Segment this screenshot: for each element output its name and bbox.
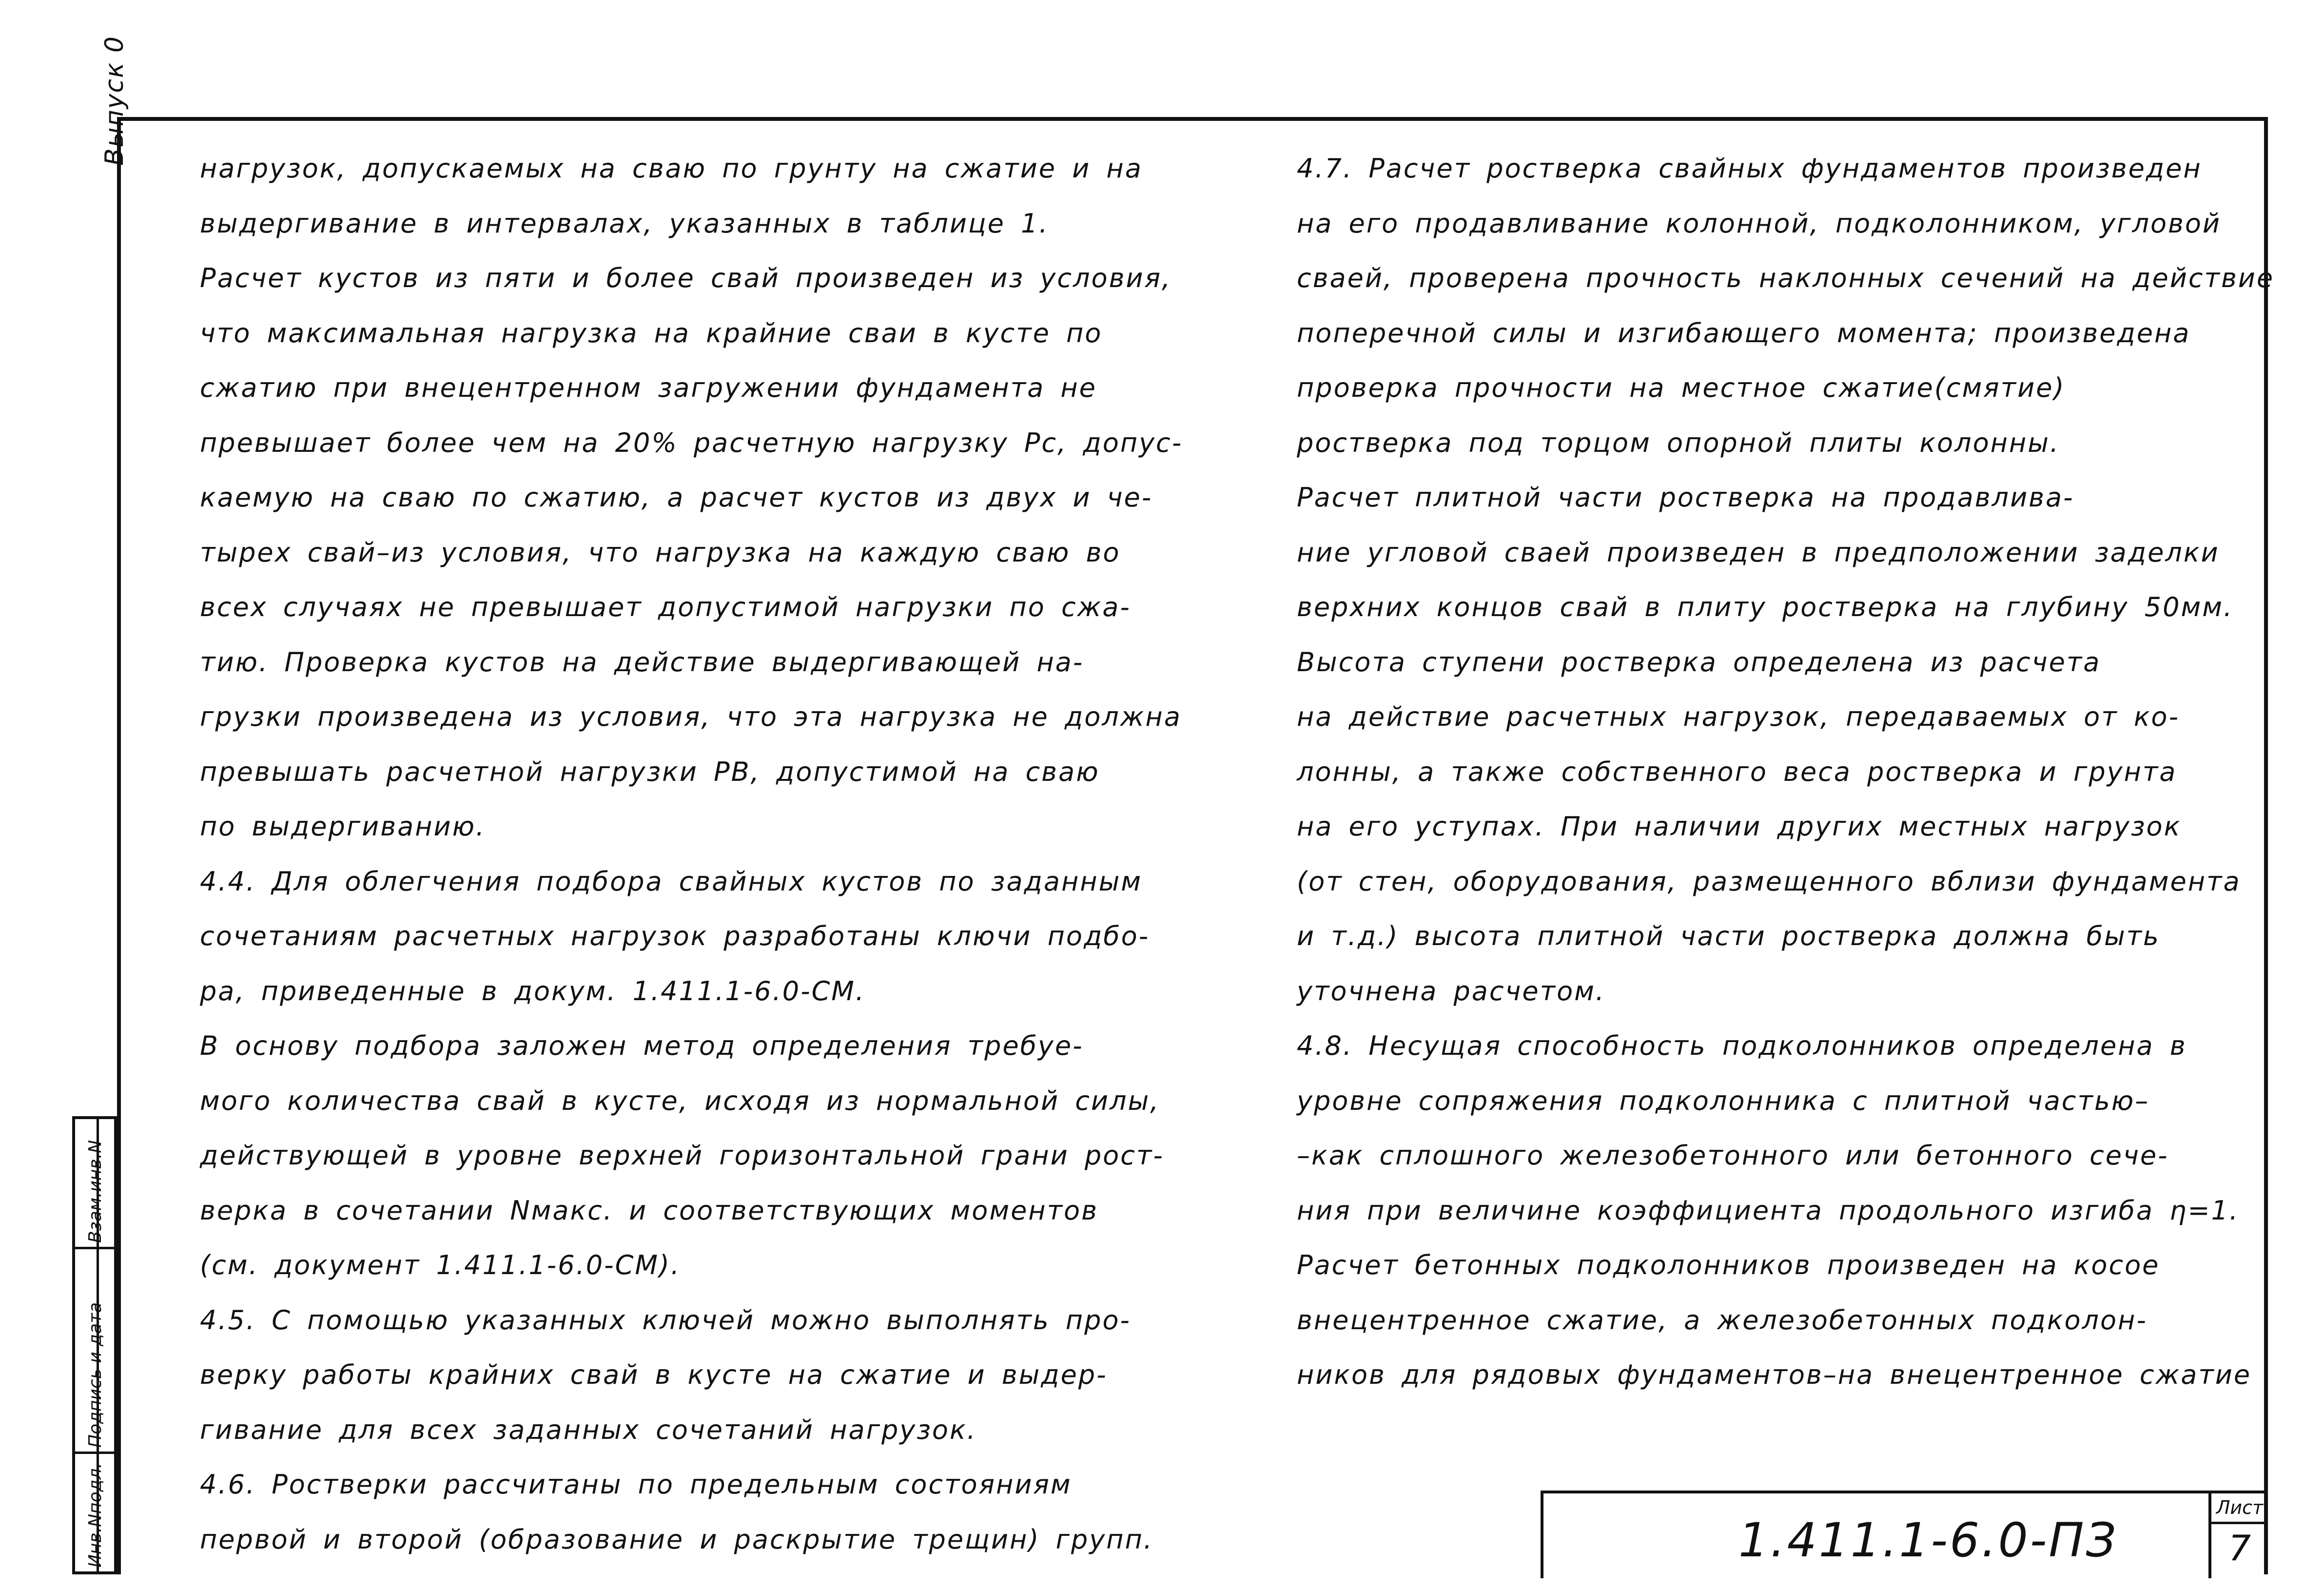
series-label: Выпуск 0 [100, 35, 129, 166]
text-line: каемую на сваю по сжатию, а расчет кустов из двух и че- [200, 482, 1153, 513]
text-line: Расчет плитной части ростверка на продавлива- [1297, 482, 2074, 513]
text-line: на его уступах. При наличии других местных нагрузок [1297, 811, 2182, 842]
text-line: Расчет бетонных подколонников произведен на косое [1297, 1250, 2160, 1280]
text-line: (см. документ 1.411.1-6.0-СМ). [200, 1250, 681, 1280]
text-line: 4.5. С помощью указанных ключей можно выполнять про- [200, 1304, 1131, 1336]
text-line: проверка прочности на местное сжатие(смятие) [1297, 372, 2066, 403]
text-line: ние угловой сваей произведен в предположении заделки [1297, 537, 2220, 568]
text-line: гивание для всех заданных сочетаний нагрузок. [200, 1414, 977, 1445]
text-line: первой и второй (образование и раскрытие трещин) групп. [200, 1524, 1153, 1555]
text-line: нагрузок, допускаемых на сваю по грунту на сжатие и на [200, 153, 1143, 184]
text-line: выдергивание в интервалах, указанных в таблице 1. [200, 208, 1049, 239]
sheet-box [2208, 1493, 2268, 1578]
text-line: Высота ступени ростверка определена из расчета [1297, 646, 2101, 678]
title-block [1541, 1491, 2268, 1578]
text-line: 4.6. Ростверки рассчитаны по предельным состояниям [200, 1469, 1072, 1500]
text-line: ников для рядовых фундаментов–на внецентренное сжатие [1297, 1359, 2252, 1390]
text-line: уровне сопряжения подколонника с плитной частью– [1297, 1085, 2150, 1116]
text-line: тырех свай–из условия, что нагрузка на каждую сваю во [200, 537, 1121, 568]
text-line: верка в сочетании Nмакс. и соответствующих моментов [200, 1195, 1098, 1226]
text-line: на его продавливание колонной, подколонником, угловой [1297, 208, 2221, 239]
text-line: всех случаях не превышает допустимой нагрузки по сжа- [200, 592, 1131, 622]
text-line: превышает более чем на 20% расчетную нагрузку Pc, допус- [200, 427, 1183, 458]
text-line: лонны, а также собственного веса ростверка и грунта [1297, 756, 2177, 787]
text-line: Расчет кустов из пяти и более свай произведен из условия, [200, 263, 1172, 293]
document-code: 1.411.1-6.0-ПЗ [1738, 1513, 2118, 1568]
text-line: сочетаниям расчетных нагрузок разработаны ключи подбо- [200, 921, 1150, 951]
text-line: –как сплошного железобетонного или бетонного сече- [1297, 1140, 2169, 1171]
text-line: 4.7. Расчет ростверка свайных фундаментов произведен [1297, 153, 2202, 184]
text-line: сжатию при внецентренном загружении фундамента не [200, 372, 1097, 403]
text-line: что максимальная нагрузка на крайние сваи в кусте по [200, 317, 1103, 349]
side-stamp [72, 1116, 117, 1574]
sheet-label: Лист [2211, 1493, 2268, 1524]
text-line: 4.4. Для облегчения подбора свайных кустов по заданным [200, 866, 1142, 897]
text-line: (от стен, оборудования, размещенного вблизи фундамента [1297, 866, 2241, 897]
text-line: верку работы крайних свай в кусте на сжатие и выдер- [200, 1359, 1108, 1390]
text-line: превышать расчетной нагрузки PB, допустимой на сваю [200, 756, 1100, 787]
stamp-original-inventory: Инв.Nподл. [75, 1452, 114, 1571]
sheet-number: 7 [2228, 1528, 2251, 1569]
text-line: внецентренное сжатие, а железобетонных подколон- [1297, 1304, 2148, 1336]
stamp-signature-date: Подпись и дата [75, 1247, 114, 1452]
text-line: верхних концов свай в плиту ростверка на глубину 50мм. [1297, 592, 2234, 622]
text-line: сваей, проверена прочность наклонных сечений на действие [1297, 263, 2275, 293]
text-line: на действие расчетных нагрузок, передаваемых от ко- [1297, 701, 2180, 732]
text-line: и т.д.) высота плитной части ростверка должна быть [1297, 921, 2160, 951]
text-line: В основу подбора заложен метод определения требуе- [200, 1030, 1084, 1061]
text-line: уточнена расчетом. [1297, 975, 1606, 1007]
text-line: 4.8. Несущая способность подколонников определена в [1297, 1030, 2187, 1061]
text-line: действующей в уровне верхней горизонтальной грани рост- [200, 1140, 1164, 1171]
text-line: ра, приведенные в докум. 1.411.1-6.0-СМ. [200, 975, 866, 1007]
text-line: тию. Проверка кустов на действие выдергивающей на- [200, 646, 1084, 678]
right-text-column [1297, 141, 2275, 1403]
left-text-column [200, 141, 1183, 1567]
text-line: мого количества свай в кусте, исходя из нормальной силы, [200, 1085, 1160, 1116]
text-line: по выдергиванию. [200, 811, 486, 842]
text-line: поперечной силы и изгибающего момента; произведена [1297, 317, 2191, 349]
text-line: ростверка под торцом опорной плиты колонны. [1297, 427, 2060, 458]
text-line: грузки произведена из условия, что эта нагрузка не должна [200, 701, 1182, 732]
stamp-replacement-inventory: Взам.инв.N [85, 1140, 105, 1243]
text-line: ния при величине коэффициента продольного изгиба η=1. [1297, 1195, 2240, 1226]
frame-left-border [117, 117, 121, 1574]
